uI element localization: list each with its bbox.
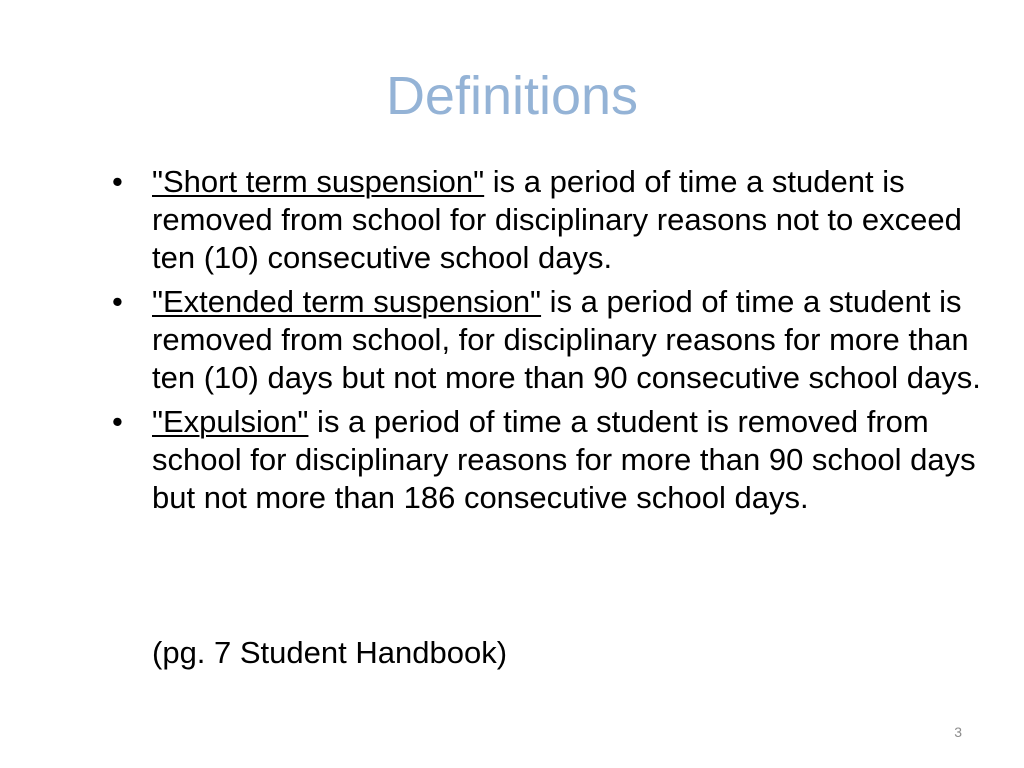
term-extended-term-suspension: "Extended term suspension": [152, 284, 542, 319]
bullet-item-expulsion: [112, 403, 992, 517]
bullet-icon: •: [112, 164, 123, 199]
bullet-item-short-term: [112, 163, 992, 277]
bullet-icon: •: [112, 404, 123, 439]
slide-title: Definitions: [385, 66, 639, 126]
definition-short-term-suspension: is a period of time a student is removed from school for disciplinary reasons not to exceed ten (10) consecutive school days.: [152, 164, 962, 275]
definition-expulsion: is a period of time a student is removed from school for disciplinary reasons for more than 90 school days but not more than 186 consecutive school days.: [152, 404, 976, 515]
bullet-item-extended-term: [112, 283, 992, 397]
definition-extended-term-suspension: is a period of time a student is removed from school, for disciplinary reasons for more than ten (10) days but not more than 90 consecutive school days.: [152, 284, 981, 395]
definitions-list: [112, 163, 992, 523]
page-number: 3: [954, 724, 962, 740]
term-short-term-suspension: "Short term suspension": [152, 164, 485, 199]
term-expulsion: "Expulsion": [152, 404, 309, 439]
source-note: (pg. 7 Student Handbook): [152, 635, 508, 670]
bullet-icon: •: [112, 284, 123, 319]
